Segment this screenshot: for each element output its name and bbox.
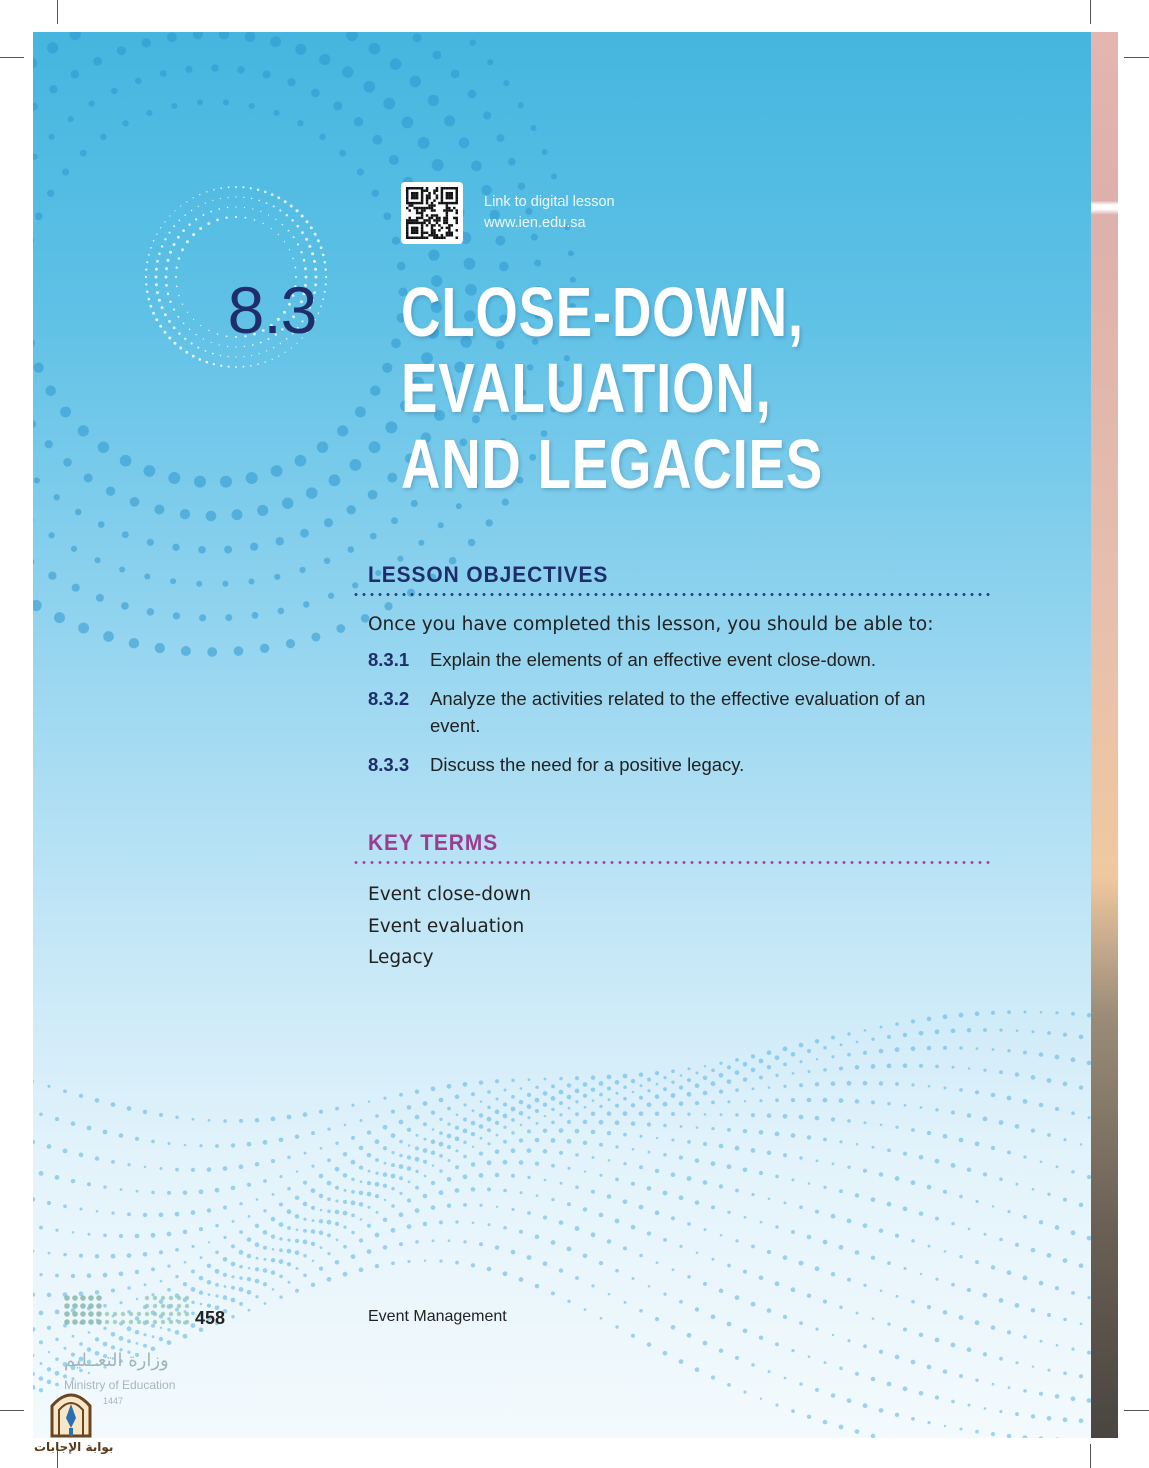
lesson-number: 8.3 (227, 273, 317, 347)
key-term: Event evaluation (368, 916, 525, 937)
digital-lesson-label: Link to digital lesson (484, 194, 615, 210)
book-title: Event Management (368, 1308, 507, 1325)
lesson-title (401, 274, 823, 502)
cover-photo-strip (1091, 32, 1118, 1438)
qr-code[interactable] (401, 182, 463, 244)
objectives-intro: Once you have completed this lesson, you should be able to: (368, 614, 934, 635)
lesson-title-line: CLOSE-DOWN, (401, 273, 804, 351)
objective-code: 8.3.1 (368, 649, 410, 670)
objectives-heading: LESSON OBJECTIVES (368, 562, 609, 587)
crop-mark (1090, 0, 1091, 24)
ministry-name-arabic: وزارة التعــليم (64, 1350, 169, 1371)
lesson-title-line: EVALUATION, (401, 349, 772, 427)
ministry-name-english: Ministry of Education (64, 1378, 176, 1392)
objective-code: 8.3.2 (368, 688, 410, 709)
objective-text: Explain the elements of an effective event close-down. (430, 649, 876, 670)
ministry-logo-icon (63, 1292, 203, 1332)
crop-mark (57, 0, 58, 24)
key-terms-divider (352, 861, 992, 864)
page-number: 458 (195, 1308, 226, 1328)
key-term: Legacy (368, 947, 434, 968)
page (33, 32, 1091, 1438)
answers-portal-name: بوابة الإجابات (34, 1440, 114, 1454)
key-term: Event close-down (368, 884, 532, 905)
objectives-divider (352, 593, 992, 596)
digital-lesson-url[interactable]: www.ien.edu.sa (484, 215, 586, 231)
crop-mark (1124, 57, 1149, 58)
crop-mark (0, 57, 24, 58)
crop-mark (1090, 1444, 1091, 1468)
objective-text: Discuss the need for a positive legacy. (430, 754, 745, 775)
ministry-year: 1447 (103, 1396, 124, 1406)
lesson-title-line: AND LEGACIES (401, 425, 823, 503)
crop-mark (1124, 1410, 1149, 1411)
answers-portal-logo-icon (48, 1388, 94, 1438)
objective-text: Analyze the activities related to the effective evaluation of an event. (430, 688, 926, 736)
qr-code-icon (406, 187, 458, 239)
key-terms-heading: KEY TERMS (368, 830, 499, 855)
crop-mark (0, 1410, 24, 1411)
digital-lesson-link[interactable] (484, 192, 615, 234)
objective-code: 8.3.3 (368, 754, 410, 775)
